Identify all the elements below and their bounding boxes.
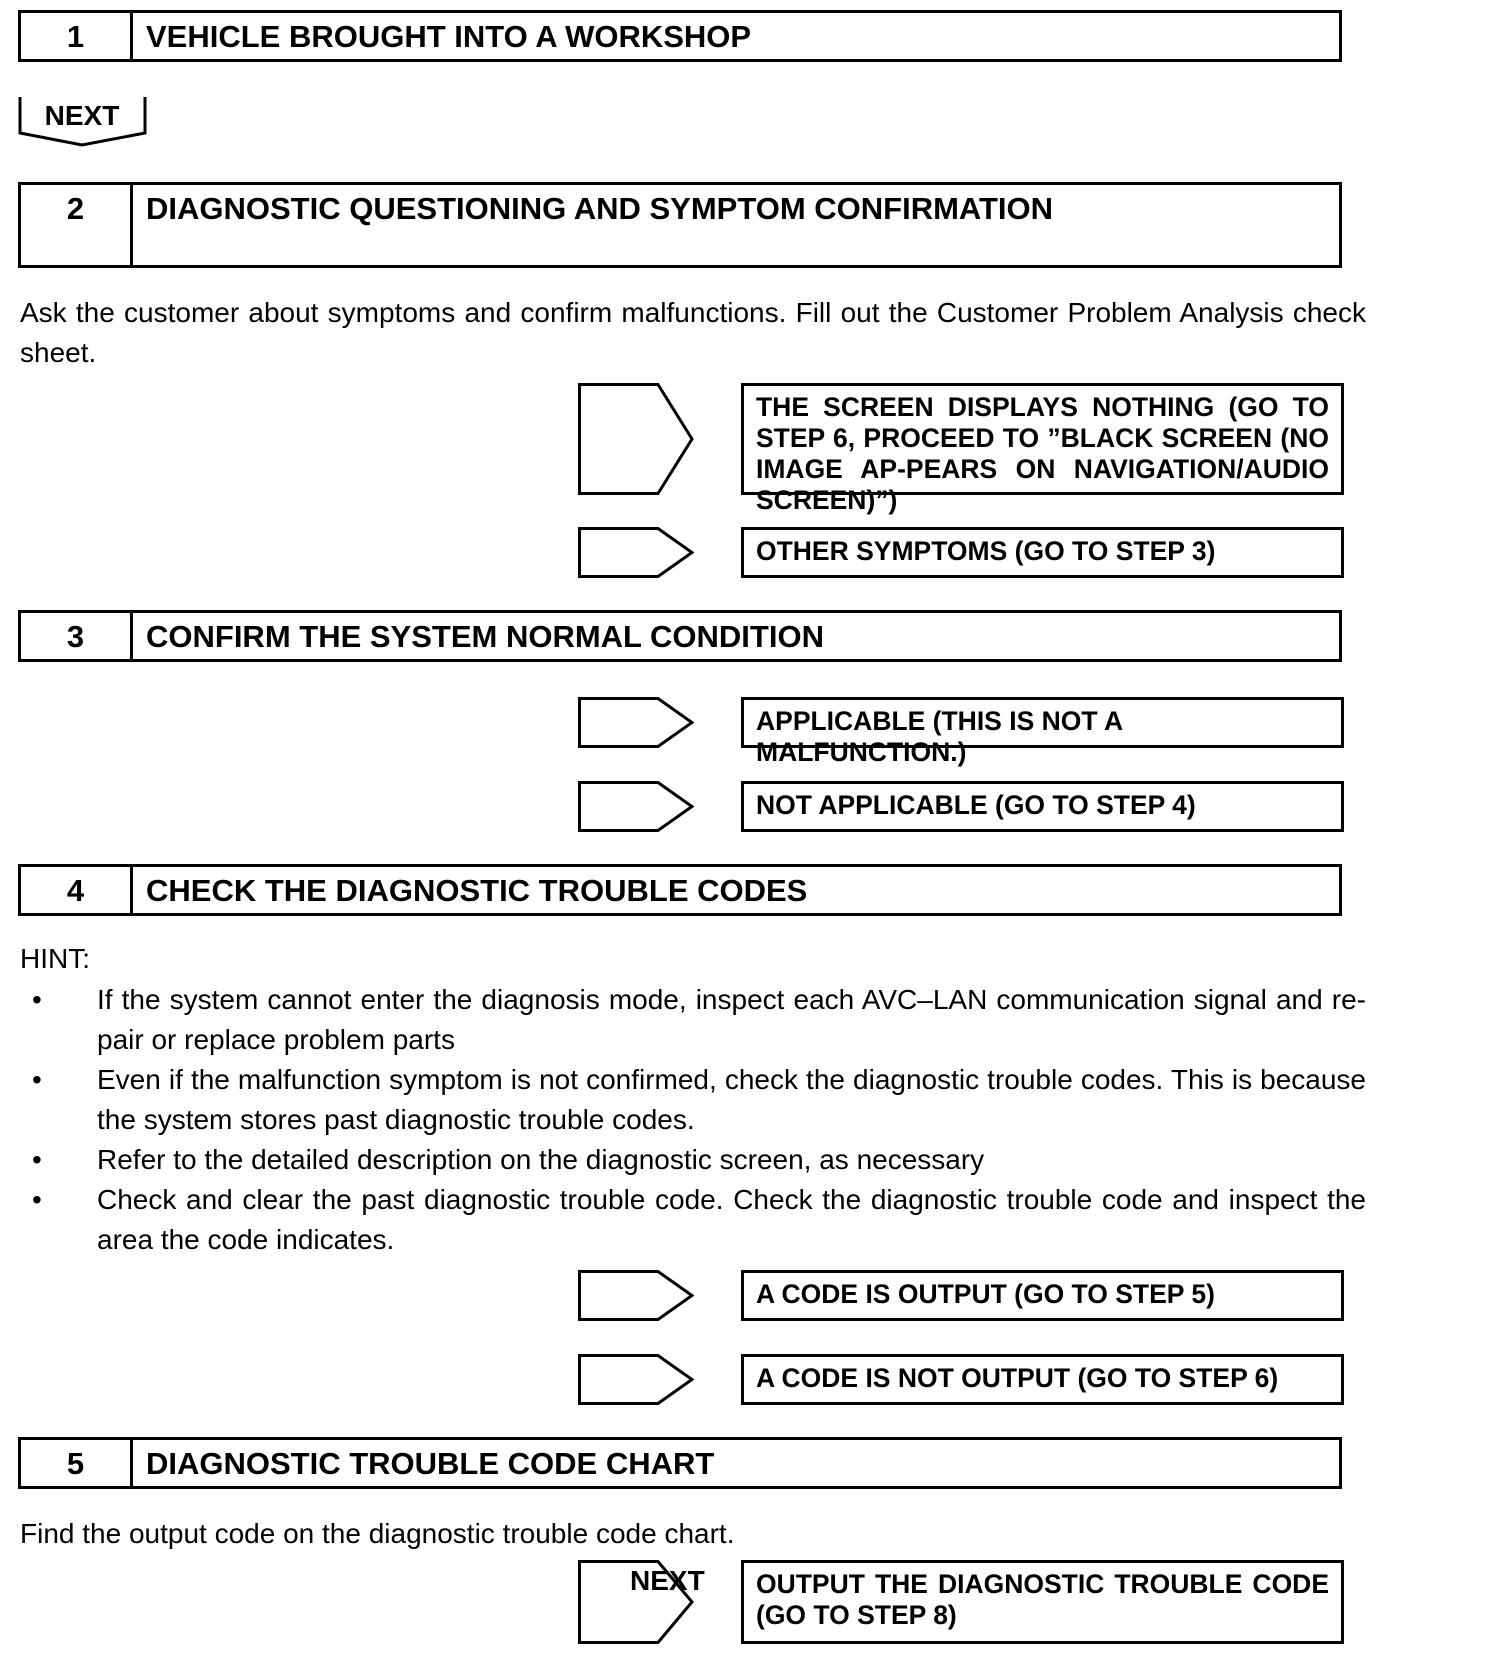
step-4-header xyxy=(18,864,1342,916)
step-title: DIAGNOSTIC TROUBLE CODE CHART xyxy=(146,1446,715,1481)
bullet-icon: • xyxy=(32,1064,42,1095)
outcome-no-display: THE SCREEN DISPLAYS NOTHING (GO TO STEP 6, PROCEED TO ”BLACK SCREEN (NO IMAGE AP-PEARS ON NAVIGATION/AUDIO SCREEN)”) xyxy=(741,383,1344,495)
hint-text: Check and clear the past diagnostic trouble code. Check the diagnostic trouble code and inspect the area the code indicates. xyxy=(97,1184,1366,1255)
step-5-header xyxy=(18,1437,1342,1489)
step-number: 3 xyxy=(21,613,133,659)
outcome-code-output: A CODE IS OUTPUT (GO TO STEP 5) xyxy=(741,1270,1344,1321)
list-item xyxy=(20,1140,1366,1180)
hint-text: Refer to the detailed description on the diagnostic screen, as necessary xyxy=(97,1144,985,1175)
next-label: NEXT xyxy=(630,1565,705,1596)
bullet-icon: • xyxy=(32,1144,42,1175)
step-number: 2 xyxy=(21,185,133,265)
step-number: 5 xyxy=(21,1440,133,1486)
hint-list xyxy=(20,980,1366,1260)
outcome-applicable: APPLICABLE (THIS IS NOT A MALFUNCTION.) xyxy=(741,697,1344,748)
list-item xyxy=(20,1180,1366,1260)
hint-text: If the system cannot enter the diagnosis mode, inspect each AVC–LAN communication signal and re-pair or replace problem parts xyxy=(97,984,1366,1055)
hint-text: Even if the malfunction symptom is not confirmed, check the diagnostic trouble codes. This is because the system stores past diagnostic trouble codes. xyxy=(97,1064,1366,1135)
list-item xyxy=(20,1060,1366,1140)
hint-label: HINT: xyxy=(20,943,90,974)
outcome-not-applicable: NOT APPLICABLE (GO TO STEP 4) xyxy=(741,781,1344,832)
step-title: VEHICLE BROUGHT INTO A WORKSHOP xyxy=(146,19,752,54)
step-2-instructions: Ask the customer about symptoms and confirm malfunctions. Fill out the Customer Problem Analysis check sheet. xyxy=(20,297,1366,368)
step-title: DIAGNOSTIC QUESTIONING AND SYMPTOM CONFIRMATION xyxy=(146,191,1054,226)
outcome-arrow xyxy=(578,1270,694,1321)
step-2-header xyxy=(18,182,1342,268)
list-item xyxy=(20,980,1366,1060)
step-1-header xyxy=(18,10,1342,62)
outcome-arrow xyxy=(578,1354,694,1405)
step-title: CHECK THE DIAGNOSTIC TROUBLE CODES xyxy=(146,873,808,908)
step-number: 1 xyxy=(21,13,133,59)
bullet-icon: • xyxy=(32,984,42,1015)
next-tag xyxy=(18,95,155,148)
outcome-arrow xyxy=(578,697,694,748)
outcome-arrow xyxy=(578,781,694,832)
outcome-arrow xyxy=(578,383,694,495)
outcome-output-dtc: OUTPUT THE DIAGNOSTIC TROUBLE CODE (GO TO STEP 8) xyxy=(741,1560,1344,1644)
step-3-header xyxy=(18,610,1342,662)
step-5-instructions: Find the output code on the diagnostic trouble code chart. xyxy=(20,1518,735,1549)
outcome-other-symptoms: OTHER SYMPTOMS (GO TO STEP 3) xyxy=(741,527,1344,578)
outcome-code-not-output: A CODE IS NOT OUTPUT (GO TO STEP 6) xyxy=(741,1354,1344,1405)
outcome-arrow xyxy=(578,527,694,578)
bullet-icon: • xyxy=(32,1184,42,1215)
step-number: 4 xyxy=(21,867,133,913)
step-title: CONFIRM THE SYSTEM NORMAL CONDITION xyxy=(146,619,824,654)
next-label: NEXT xyxy=(44,100,120,131)
